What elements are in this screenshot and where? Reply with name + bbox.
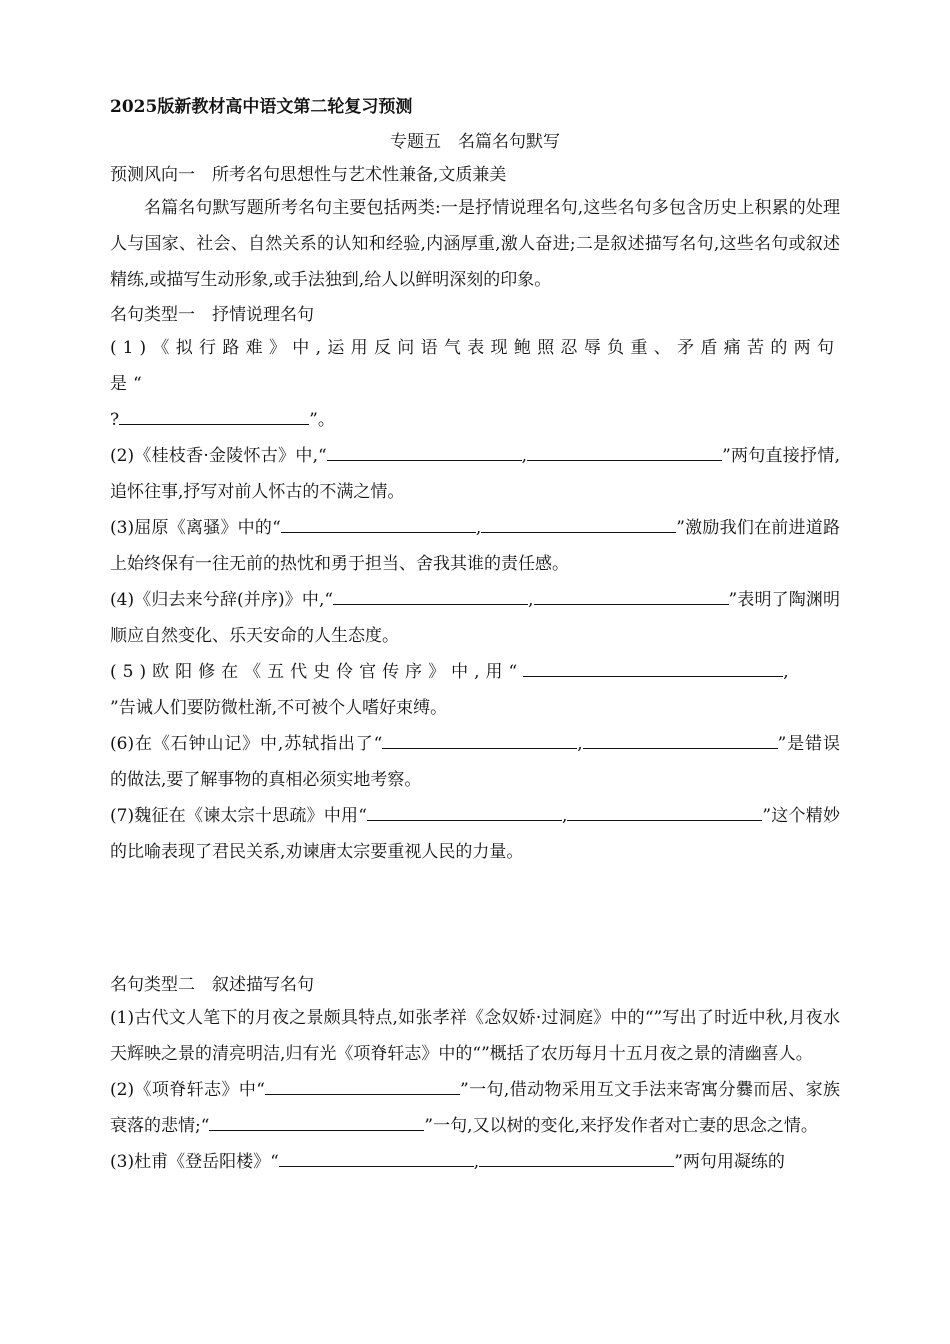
answer-blank[interactable]: [327, 440, 522, 461]
answer-blank[interactable]: [583, 728, 778, 749]
question-1-4: (4)《归去来兮辞(并序)》中,“ , ”表明了陶渊明顺应自然变化、乐天安命的人生态度。: [110, 582, 840, 654]
answer-blank[interactable]: [567, 800, 762, 821]
spacer: [110, 870, 840, 968]
topic-title: 专题五 名篇名句默写: [390, 132, 560, 152]
question-1-3: (3)屈原《离骚》中的“ , ”激励我们在前进道路上始终保有一往无前的热忱和勇于担当、舍我其谁的责任感。: [110, 510, 840, 582]
answer-blank[interactable]: [333, 584, 528, 605]
answer-blank[interactable]: [367, 800, 562, 821]
document-page: [110, 96, 840, 1180]
answer-blank[interactable]: [481, 512, 676, 533]
answer-blank[interactable]: [523, 656, 783, 677]
answer-blank[interactable]: [119, 404, 309, 425]
direction-title: 预测风向一 所考名句思想性与艺术性兼备,文质兼美: [110, 165, 507, 185]
type1-title: 名句类型一 抒情说理名句: [110, 305, 314, 325]
question-1-1: (1)《拟行路难》中,运用反问语气表现鲍照忍辱负重、矛盾痛苦的两句是“ ? ”。: [110, 338, 840, 430]
answer-blank[interactable]: [382, 728, 577, 749]
question-1-2: (2)《桂枝香·金陵怀古》中,“ , ”两句直接抒情,追怀往事,抒写对前人怀古的不满之情。: [110, 438, 840, 510]
intro-paragraph: 名篇名句默写题所考名句主要包括两类:一是抒情说理名句,这些名句多包含历史上积累的处理人与国家、社会、自然关系的认知和经验,内涵厚重,激人奋进;二是叙述描写名句,这些名句或叙述精练,或描写生动形象,或手法独到,给人以鲜明深刻的印象。: [110, 198, 840, 290]
answer-blank[interactable]: [479, 1146, 674, 1167]
answer-blank[interactable]: [279, 1146, 474, 1167]
question-1-6: (6)在《石钟山记》中,苏轼指出了“ , ”是错误的做法,要了解事物的真相必须实地考察。: [110, 726, 840, 798]
type2-title: 名句类型二 叙述描写名句: [110, 975, 314, 995]
answer-blank[interactable]: [527, 440, 722, 461]
question-1-7: (7)魏征在《谏太宗十思疏》中用“ , ”这个精妙的比喻表现了君民关系,劝谏唐太宗要重视人民的力量。: [110, 798, 840, 870]
answer-blank[interactable]: [281, 512, 476, 533]
question-1-5: (5)欧阳修在《五代史伶官传序》中,用“ , ”告诫人们要防微杜渐,不可被个人嗜好束缚。: [110, 654, 840, 726]
question-2-1: (1)古代文人笔下的月夜之景颇具特点,如张孝祥《念奴娇·过洞庭》中的“”写出了时近中秋,月夜水天辉映之景的清亮明洁,归有光《项脊轩志》中的“”概括了农历每月十五月夜之景的清幽喜人。: [110, 1008, 840, 1064]
answer-blank[interactable]: [209, 1110, 424, 1131]
doc-header: 2025版新教材高中语文第二轮复习预测: [110, 97, 413, 117]
question-2-3: (3)杜甫《登岳阳楼》“ , ”两句用凝练的: [110, 1144, 840, 1180]
answer-blank[interactable]: [534, 584, 729, 605]
answer-blank[interactable]: [265, 1074, 460, 1095]
question-2-2: (2)《项脊轩志》中“ ”一句,借动物采用互文手法来寄寓分爨而居、家族衰落的悲情;“ ”一句,又以树的变化,来抒发作者对亡妻的思念之情。: [110, 1072, 840, 1144]
